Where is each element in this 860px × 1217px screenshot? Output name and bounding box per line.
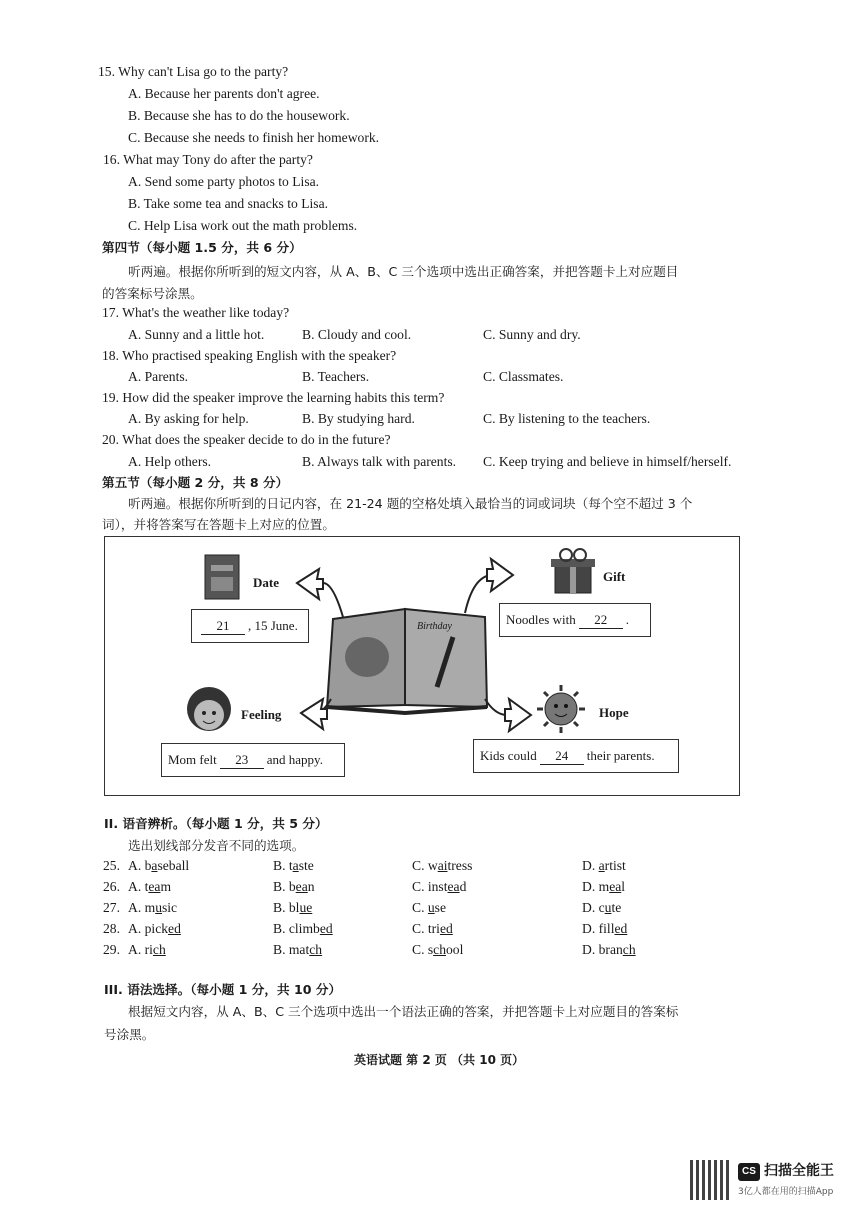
phonetics-option-b: B. bean	[273, 879, 315, 894]
blank-23-post: and happy.	[266, 752, 323, 767]
q18-option-b: B. Teachers.	[302, 369, 370, 384]
section5-instruction: 听两遍。根据你所听到的日记内容，在 21-24 题的空格处填入最恰当的词或词块（每个空不超过 3 个	[128, 496, 693, 511]
phonetics-option-b: B. climbed	[273, 921, 333, 936]
blank-22[interactable]: 22	[579, 612, 623, 629]
q15-option-a: A. Because her parents don't agree.	[128, 86, 320, 101]
phonetics-item-number: 26.	[103, 879, 120, 894]
grammar-title: III. 语法选择。（每小题 1 分，共 10 分）	[104, 982, 342, 997]
phonetics-item-number: 28.	[103, 921, 120, 936]
q20-option-c: C. Keep trying and believe in himself/herself.	[483, 454, 732, 469]
blank-24-pre: Kids could	[480, 748, 537, 763]
section5-title: 第五节（每小题 2 分，共 8 分）	[102, 475, 289, 490]
phonetics-option-c: C. school	[412, 942, 464, 957]
blank-23-pre: Mom felt	[168, 752, 217, 767]
q18-option-a: A. Parents.	[128, 369, 189, 384]
q19-option-c: C. By listening to the teachers.	[483, 411, 651, 426]
q18-option-c: C. Classmates.	[483, 369, 564, 384]
blank-23[interactable]: 23	[220, 752, 264, 769]
mom-face-icon	[187, 687, 231, 731]
q17-option-c: C. Sunny and dry.	[483, 327, 581, 342]
camscanner-logo: CS	[738, 1163, 760, 1181]
calendar-icon	[205, 555, 239, 599]
phonetics-option-c: C. instead	[412, 879, 467, 894]
q16-stem: 16. What may Tony do after the party?	[103, 152, 313, 167]
q17-option-b: B. Cloudy and cool.	[302, 327, 412, 342]
section4-instruction-cont: 的答案标号涂黑。	[102, 286, 203, 301]
phonetics-option-d: D. filled	[582, 921, 628, 936]
blank-21-text: , 15 June.	[248, 618, 298, 633]
watermark-brand: 扫描全能王	[764, 1163, 834, 1179]
phonetics-option-d: D. cute	[582, 900, 622, 915]
q19-option-b: B. By studying hard.	[302, 411, 415, 426]
q16-option-b: B. Take some tea and snacks to Lisa.	[128, 196, 329, 211]
phonetics-option-a: A. baseball	[128, 858, 190, 873]
phonetics-option-a: A. picked	[128, 921, 181, 936]
q17-stem: 17. What's the weather like today?	[102, 305, 290, 320]
q17-option-a: A. Sunny and a little hot.	[128, 327, 265, 342]
section4-instruction: 听两遍。根据你所听到的短文内容，从 A、B、C 三个选项中选出正确答案，并把答题卡上对应题目	[128, 264, 679, 279]
date-label: Date	[253, 575, 279, 590]
blank-24[interactable]: 24	[540, 748, 584, 765]
grammar-instruction: 根据短文内容，从 A、B、C 三个选项中选出一个语法正确的答案，并把答题卡上对应题目的答案标	[128, 1004, 679, 1019]
q20-stem: 20. What does the speaker decide to do in the future?	[102, 432, 391, 447]
blank-21-box	[191, 609, 309, 643]
gift-icon	[551, 549, 595, 593]
q20-option-b: B. Always talk with parents.	[302, 454, 457, 469]
q19-stem: 19. How did the speaker improve the learning habits this term?	[102, 390, 445, 405]
q19-option-a: A. By asking for help.	[128, 411, 249, 426]
q20-option-a: A. Help others.	[128, 454, 212, 469]
book-caption: Birthday	[417, 621, 452, 632]
phonetics-option-a: A. team	[128, 879, 172, 894]
q15-option-c: C. Because she needs to finish her homework.	[128, 130, 380, 145]
section4-title: 第四节（每小题 1.5 分，共 6 分）	[102, 240, 302, 255]
phonetics-option-b: B. match	[273, 942, 323, 957]
diary-mind-map	[104, 536, 740, 796]
blank-22-post: .	[625, 612, 629, 627]
phonetics-option-a: A. music	[128, 900, 178, 915]
q16-option-a: A. Send some party photos to Lisa.	[128, 174, 320, 189]
sun-icon	[537, 685, 585, 733]
hope-label: Hope	[599, 705, 629, 720]
feeling-label: Feeling	[241, 707, 282, 722]
phonetics-title: II. 语音辨析。（每小题 1 分，共 5 分）	[104, 816, 328, 831]
q15-stem: 15. Why can't Lisa go to the party?	[98, 64, 289, 79]
section5-instruction-cont: 词），并将答案写在答题卡上对应的位置。	[102, 517, 335, 532]
phonetics-item-number: 25.	[103, 858, 120, 873]
phonetics-instruction: 选出划线部分发音不同的选项。	[128, 838, 305, 853]
blank-22-pre: Noodles with	[506, 612, 576, 627]
blank-23-box	[161, 743, 345, 777]
blank-21[interactable]: 21	[201, 618, 245, 635]
phonetics-option-d: D. artist	[582, 858, 626, 873]
phonetics-option-b: B. taste	[273, 858, 314, 873]
grammar-instruction-cont: 号涂黑。	[104, 1027, 155, 1042]
q18-stem: 18. Who practised speaking English with the speaker?	[102, 348, 397, 363]
phonetics-option-c: C. tried	[412, 921, 453, 936]
arrow-hope	[485, 699, 507, 715]
watermark-tagline: 3亿人都在用的扫描App	[738, 1187, 834, 1197]
phonetics-option-a: A. rich	[128, 942, 166, 957]
phonetics-option-d: D. branch	[582, 942, 636, 957]
phonetics-item-number: 29.	[103, 942, 120, 957]
phonetics-option-b: B. blue	[273, 900, 313, 915]
qr-code-icon	[690, 1160, 730, 1200]
phonetics-option-c: C. waitress	[412, 858, 473, 873]
q16-option-c: C. Help Lisa work out the math problems.	[128, 218, 358, 233]
blank-24-box	[473, 739, 679, 773]
diary-book-image	[327, 609, 487, 713]
phonetics-option-c: C. use	[412, 900, 446, 915]
q15-option-b: B. Because she has to do the housework.	[128, 108, 350, 123]
gift-label: Gift	[603, 569, 626, 584]
phonetics-item-number: 27.	[103, 900, 120, 915]
page-footer: 英语试题 第 2 页 （共 10 页）	[354, 1053, 525, 1067]
blank-22-box	[499, 603, 651, 637]
blank-24-post: their parents.	[586, 748, 655, 763]
phonetics-option-d: D. meal	[582, 879, 626, 894]
